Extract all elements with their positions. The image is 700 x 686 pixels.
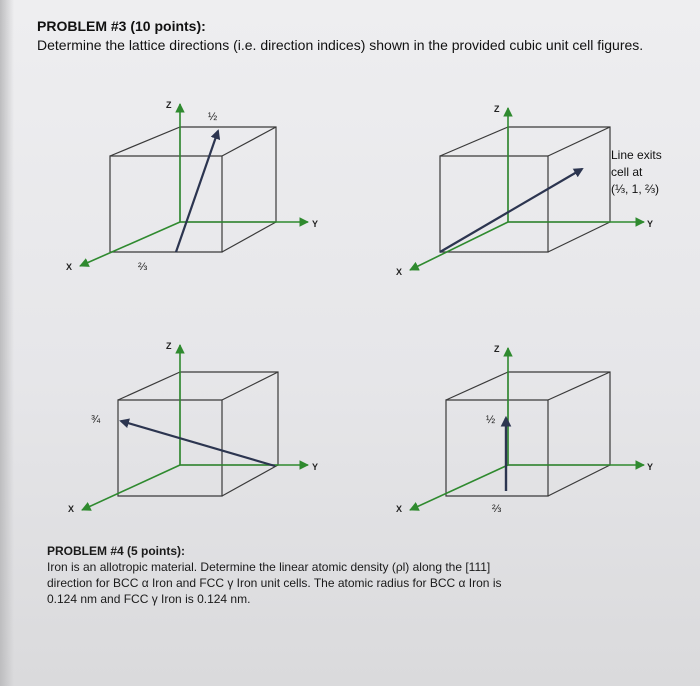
figure-3 [68, 341, 318, 514]
figure-4 [396, 344, 653, 515]
figure-3-z-label: Z [166, 341, 172, 351]
problem4-text [47, 559, 647, 607]
figure-2-x-label: X [396, 267, 403, 277]
figure-1-direction-vector [176, 131, 218, 252]
figure-3-cube [118, 372, 278, 496]
figure-2-cube [440, 127, 610, 252]
figure-2-axes [410, 108, 644, 270]
figure-2 [396, 104, 662, 277]
figure-4-y-label: Y [647, 462, 654, 472]
problem3-heading: PROBLEM #3 (10 points): [37, 18, 206, 34]
figure-1-cube [110, 127, 276, 252]
figure-1-top-fraction: ½ [208, 111, 218, 123]
figure-4-mid-fraction: ½ [486, 414, 496, 426]
figure-2-note-line1: Line exits [611, 148, 662, 162]
problem4-line-1: Iron is an allotropic material. Determine the linear atomic density (ρl) along the [111] [47, 560, 491, 574]
figure-1-x-label: X [66, 262, 73, 272]
problem4-heading: PROBLEM #4 (5 points): [47, 544, 186, 558]
figure-2-direction-vector [440, 169, 582, 252]
figure-1-y-label: Y [312, 219, 319, 229]
figure-3-direction-vector [121, 421, 275, 466]
figure-3-y-label: Y [312, 462, 319, 472]
problem4-line-3: 0.124 nm and FCC γ Iron is 0.124 nm. [47, 592, 251, 606]
figure-3-axes [82, 345, 308, 510]
figure-4-cube [446, 372, 610, 496]
figure-2-z-label: Z [494, 104, 500, 114]
problem4-line-2: direction for BCC α Iron and FCC γ Iron unit cells. The atomic radius for BCC α Iron is [47, 576, 502, 590]
figure-4-x-label: X [396, 504, 403, 514]
figure-1 [66, 100, 318, 273]
problem3-instructions: Determine the lattice directions (i.e. direction indices) shown in the provided cubic unit cell figures. [37, 37, 644, 53]
figure-2-y-label: Y [647, 219, 654, 229]
figure-4-z-label: Z [494, 344, 500, 354]
figure-1-z-label: Z [166, 100, 172, 110]
figure-2-note-line3: (⅓, 1, ⅔) [611, 182, 660, 196]
figure-4-bottom-fraction: ⅔ [492, 503, 502, 515]
figure-3-left-fraction: ¾ [91, 414, 101, 426]
figure-3-x-label: X [68, 504, 75, 514]
figure-1-bottom-fraction: ⅔ [138, 261, 148, 273]
figure-2-note-line2: cell at [611, 165, 643, 179]
